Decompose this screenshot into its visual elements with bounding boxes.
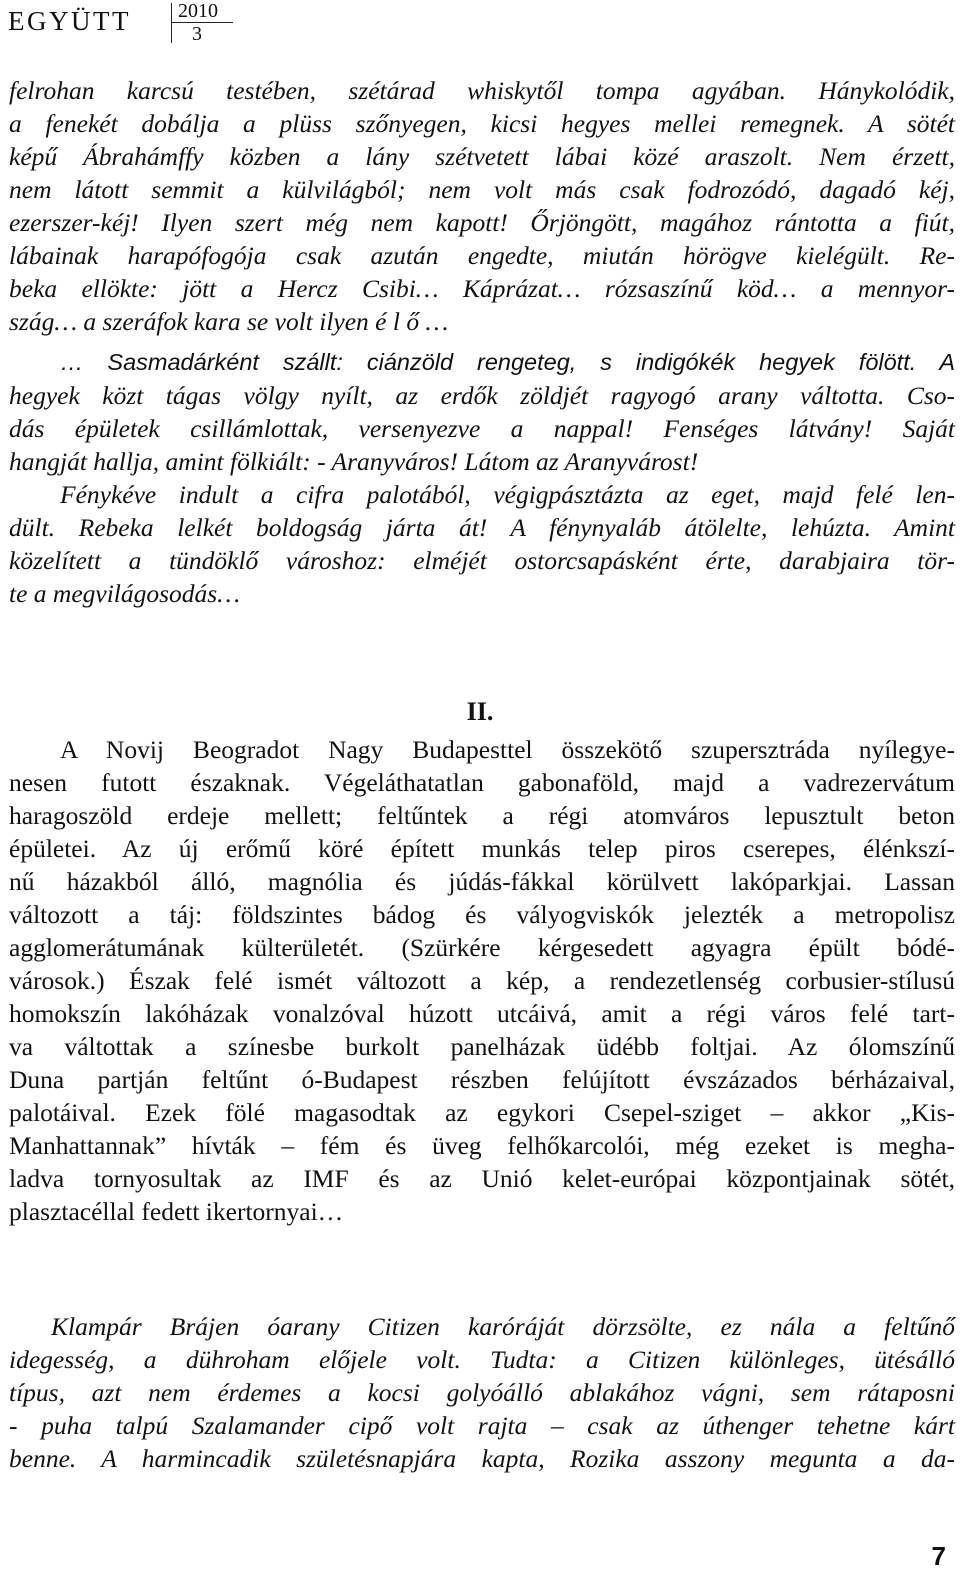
text-line: hegyek közt tágas völgy nyílt, az erdők zöldjét ragyogó arany váltotta. Cso- [9, 381, 955, 410]
text-line: agglomerátumának külterületét. (Szürkére kérgesedett agyagra épült bódé- [9, 933, 955, 962]
text-line: hangját hallja, amint fölkiált: - Aranyváros! Látom az Aranyvárost! [9, 447, 699, 476]
text-line: a fenekét dobálja a plüss szőnyegen, kicsi hegyes mellei remegnek. A sötét [9, 109, 955, 138]
text-line: … Sasmadárként szállt: ciánzöld rengeteg, s indigókék hegyek fölött. A [60, 349, 955, 375]
text-line: A Novij Beogradot Nagy Budapesttel összekötő szupersztráda nyílegye- [60, 735, 955, 764]
text-line: épületei. Az új erőmű köré épített munkás telep piros cserepes, élénkszí- [9, 834, 955, 863]
text-line: Fénykéve indult a cifra palotából, végigpásztázta az eget, majd felé len- [60, 480, 955, 509]
text-line: változott a táj: földszintes bádog és vályogviskók jelezték a metropolisz [9, 900, 955, 929]
paragraph-2 [9, 733, 955, 1228]
text-line: felrohan karcsú testében, szétárad whiskytől tompa agyában. Hánykolódik, [9, 76, 955, 105]
issue-mark [171, 0, 241, 46]
text-line: va váltottak a színesbe burkolt panelházak üdébb foltjai. Az ólomszínű [9, 1032, 955, 1061]
paragraph-3 [9, 1310, 955, 1475]
text-line: szág… a szeráfok kara se volt ilyen é l ő … [9, 307, 449, 336]
text-line: palotáival. Ezek fölé magasodtak az egykori Csepel-sziget – akkor „Kis- [9, 1098, 955, 1127]
text-line: városok.) Észak felé ismét változott a kép, a rendezetlenség corbusier-stílusú [9, 966, 955, 995]
paragraph-1 [9, 74, 955, 338]
text-line: dás épületek csillámlottak, versenyezve a nappal! Fenséges látvány! Saját [9, 414, 955, 443]
text-line: lábainak harapófogója csak azután engedte, miután hörögve kielégült. Re- [9, 241, 955, 270]
text-line: nesen futott északnak. Végeláthatatlan gabonaföld, majd a vadrezervátum [9, 768, 955, 797]
text-line: - puha talpú Szalamander cipő volt rajta – csak az úthenger tehetne kárt [9, 1411, 955, 1440]
text-line: haragoszöld erdeje mellett; feltűntek a régi atomváros lepusztult beton [9, 801, 955, 830]
issue-divider-horizontal [171, 22, 233, 23]
text-line: homokszín lakóházak vonalzóval húzott utcáivá, amit a régi város felé tart- [9, 999, 955, 1028]
vision-passage [0, 346, 955, 610]
text-line: idegesség, a dühroham előjele volt. Tudta: a Citizen különleges, ütésálló [9, 1345, 955, 1374]
issue-year: 2010 [178, 0, 218, 22]
text-line: Klampár Brájen óarany Citizen karóráját dörzsölte, ez nála a feltűnő [51, 1312, 955, 1341]
text-line: közelített a tündöklő városhoz: elméjét ostorcsapásként érte, darabjaira tör- [9, 546, 955, 575]
text-line: plasztacéllal fedett ikertornyai… [9, 1197, 344, 1226]
text-line: nem látott semmit a külvilágból; nem volt más csak fodrozódó, dagadó kéj, [9, 175, 955, 204]
text-line: Duna partján feltűnt ó-Budapest részben felújított évszázados bérházaival, [9, 1065, 955, 1094]
text-line: ezerszer-kéj! Ilyen szert még nem kapott! Őrjöngött, magához rántotta a fiút, [9, 208, 955, 237]
text-line: benne. A harmincadik születésnapjára kapta, Rozika asszony megunta a da- [9, 1444, 955, 1473]
text-line: dült. Rebeka lelkét boldogság járta át! A fénynyaláb átölelte, lehúzta. Amint [9, 513, 955, 542]
issue-number: 3 [192, 23, 202, 45]
issue-divider-vertical [171, 3, 172, 43]
text-line: nű házakból álló, magnólia és júdás-fákkal körülvett lakóparkjai. Lassan [9, 867, 955, 896]
text-line: Manhattannak” hívták – fém és üveg felhőkarcolói, még ezeket is megha- [9, 1131, 955, 1160]
page-number: 7 [931, 1541, 946, 1571]
text-line: típus, azt nem érdemes a kocsi golyóálló ablakához vágni, sem rátaposni [9, 1378, 955, 1407]
text-line: ladva tornyosultak az IMF és az Unió kelet-európai központjainak sötét, [9, 1164, 955, 1193]
magazine-title: EGYÜTT [8, 6, 131, 36]
text-line: beka ellökte: jött a Hercz Csibi… Káprázat… rózsaszínű köd… a mennyor- [9, 274, 955, 303]
section-heading: II. [466, 697, 494, 726]
text-line: képű Ábrahámffy közben a lány szétvetett lábai közé araszolt. Nem érzett, [9, 142, 955, 171]
text-line: te a megvilágosodás… [9, 579, 240, 608]
